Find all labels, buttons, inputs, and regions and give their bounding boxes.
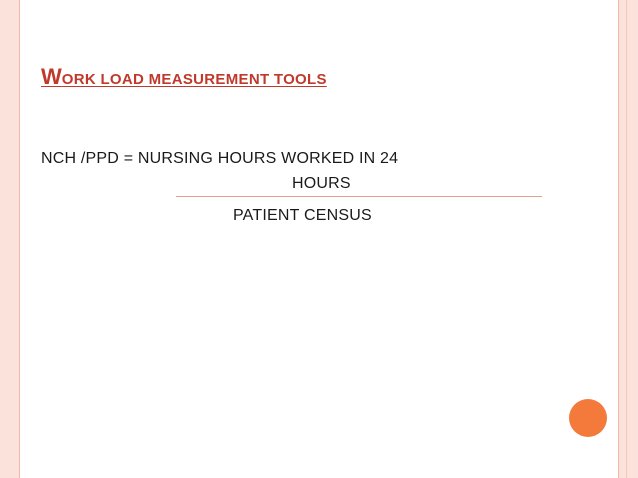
formula-denominator: PATIENT CENSUS bbox=[233, 207, 372, 224]
fraction-bar bbox=[176, 196, 542, 197]
right-border-line bbox=[618, 0, 619, 478]
orange-accent-dot bbox=[569, 399, 607, 437]
left-border-band bbox=[0, 0, 19, 478]
right-border-inner-line bbox=[626, 0, 627, 478]
formula-line-1: NCH /PPD = NURSING HOURS WORKED IN 24 bbox=[41, 150, 399, 167]
slide-title-initial: W bbox=[41, 64, 62, 89]
slide-title bbox=[41, 66, 327, 88]
left-border-line bbox=[19, 0, 20, 478]
slide-title-rest: ORK LOAD MEASUREMENT TOOLS bbox=[61, 71, 327, 88]
formula-line-2: HOURS bbox=[292, 175, 351, 192]
right-border-band bbox=[619, 0, 638, 478]
